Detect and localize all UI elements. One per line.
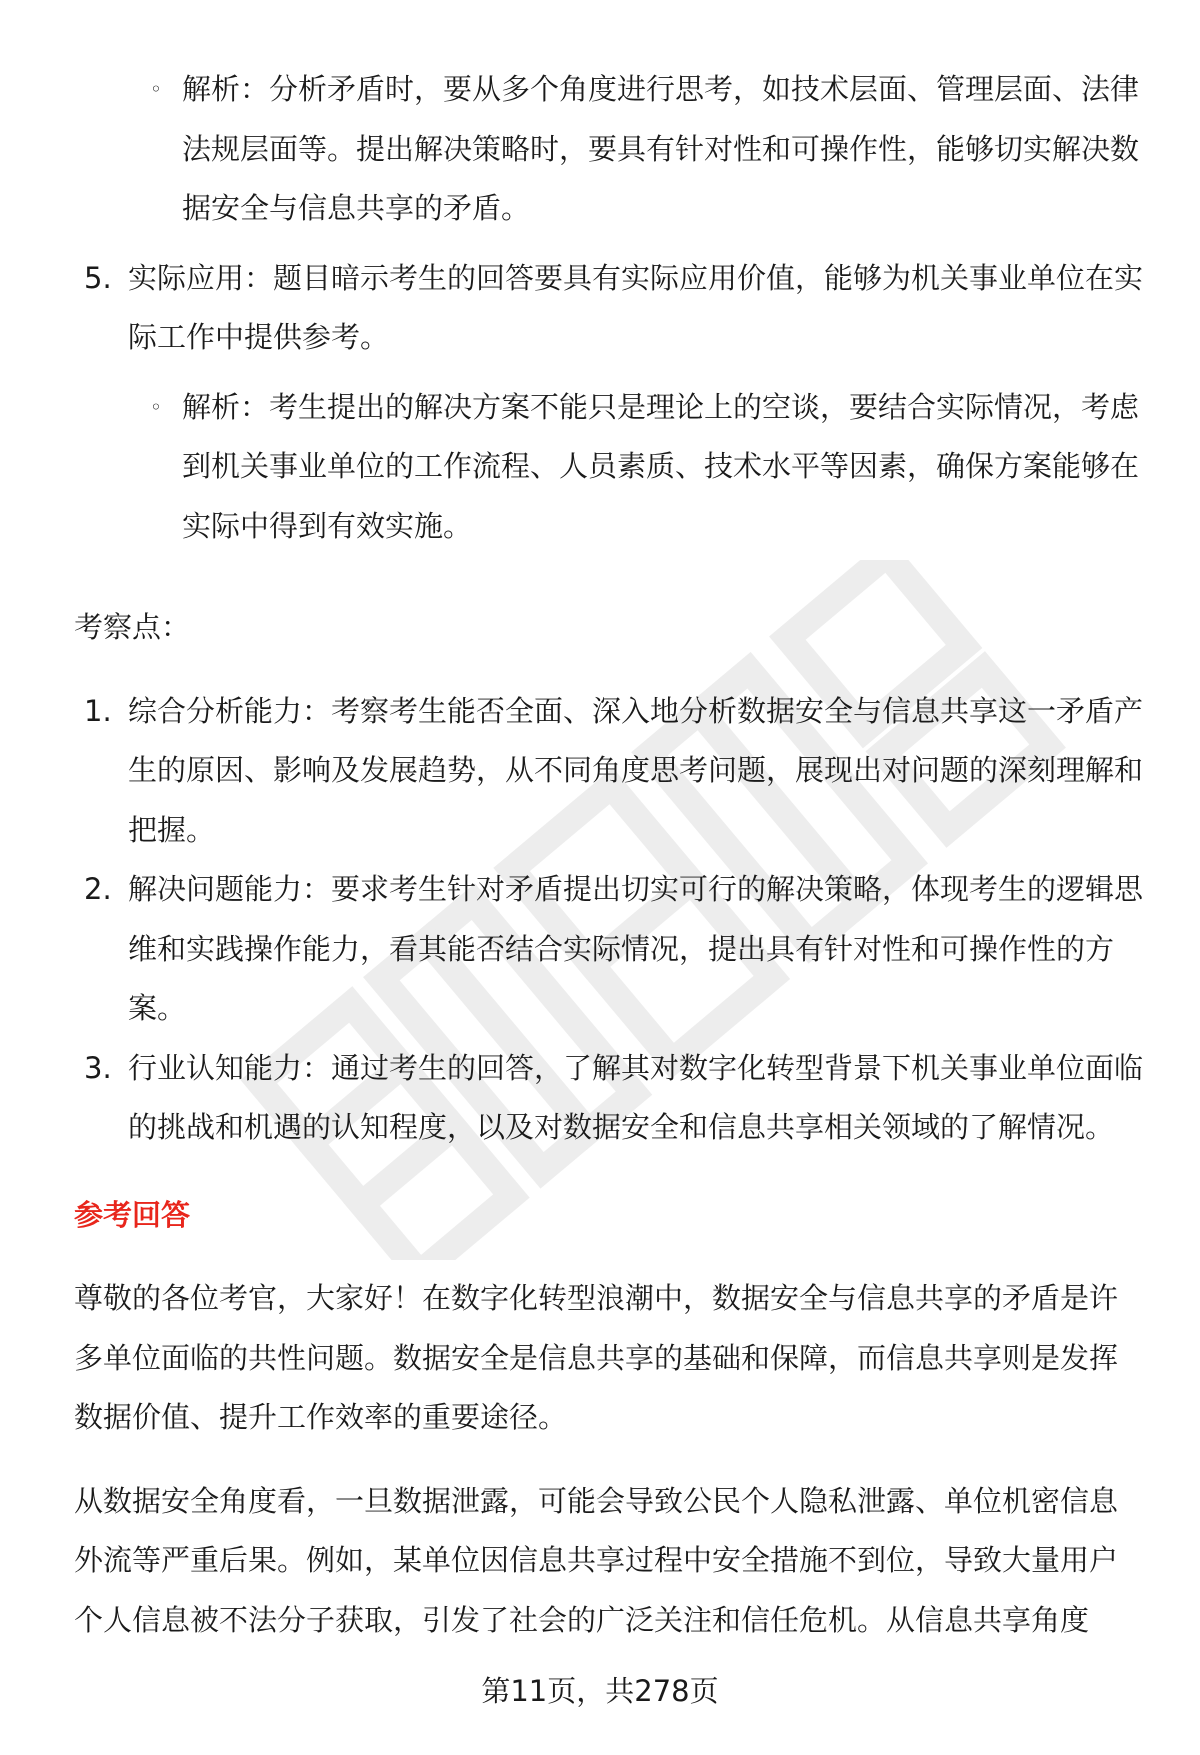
analysis-text: 解析：分析矛盾时，要从多个角度进行思考，如技术层面、管理层面、法律法规层面等。提出解决策略时，要具有针对性和可操作性，能够切实解决数据安全与信息共享的矛盾。 [182,72,1140,225]
list-item-text: 行业认知能力：通过考生的回答，了解其对数字化转型背景下机关事业单位面临的挑战和机遇的认知程度，以及对数据安全和信息共享相关领域的了解情况。 [128,1050,1144,1144]
list-item-text: 综合分析能力：考察考生能否全面、深入地分析数据安全与信息共享这一矛盾产生的原因、影响及发展趋势，从不同角度思考问题，展现出对问题的深刻理解和把握。 [128,693,1144,847]
page-number-footer: 第11页，共278页 [481,1674,719,1708]
reference-paragraph-2: 从数据安全角度看，一旦数据泄露，可能会导致公民个人隐私泄露、单位机密信息外流等严重后果。例如，某单位因信息共享过程中安全措施不到位，导致大量用户个人信息被不法分子获取，引发了社会的广泛关注和信任危机。从信息共享角度 [74,1483,1119,1637]
list-number: 1. [84,693,112,728]
analysis-sub-item [74,60,1144,239]
reference-paragraph-1: 尊敬的各位考官，大家好！在数字化转型浪潮中，数据安全与信息共享的矛盾是许多单位面临的共性问题。数据安全是信息共享的基础和保障，而信息共享则是发挥数据价值、提升工作效率的重要途径。 [74,1281,1119,1434]
list-number: 3. [84,1050,112,1085]
hollow-bullet-icon: ◦ [150,394,162,419]
numbered-item-3 [74,1039,1144,1158]
analysis-text: 解析：考生提出的解决方案不能只是理论上的空谈，要结合实际情况，考虑到机关事业单位的工作流程、人员素质、技术水平等因素，确保方案能够在实际中得到有效实施。 [182,389,1140,543]
analysis-sub-item [74,378,1144,557]
numbered-item-1 [74,682,1144,861]
hollow-bullet-icon: ◦ [150,77,162,101]
numbered-item-2 [74,860,1144,1039]
list-item-text: 解决问题能力：要求考生针对矛盾提出切实可行的解决策略，体现考生的逻辑思维和实践操作能力，看其能否结合实际情况，提出具有针对性和可操作性的方案。 [128,872,1144,1025]
list-item-text: 实际应用：题目暗示考生的回答要具有实际应用价值，能够为机关事业单位在实际工作中提供参考。 [128,260,1144,354]
numbered-item-5 [74,249,1144,368]
content-area [74,60,1144,1650]
list-number: 5. [84,260,112,295]
list-number: 2. [84,872,112,906]
reference-answer-heading: 参考回答 [74,1197,191,1232]
exam-points-title: 考察点： [74,610,191,644]
